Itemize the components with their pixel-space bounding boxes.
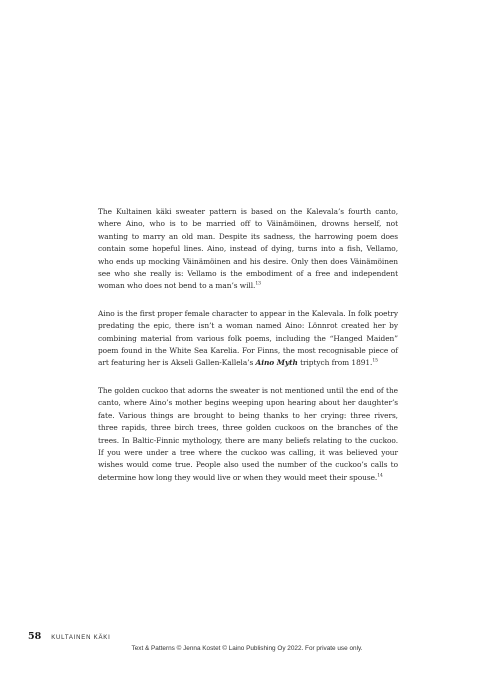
footnote-ref-3: 14 <box>377 473 383 479</box>
body-text <box>98 206 398 499</box>
paragraph-2 <box>98 308 398 370</box>
paragraph-1-text: The Kultainen käki sweater pattern is based on the Kalevala’s fourth canto, where Aino, who is to be married off to Väinämöinen, drowns herself, not wanting to marry an old man. Despite its sadness, the harrowing poem does contain some hopeful lines. Aino, instead of dying, turns into a fish, Vellamo, who ends up mocking Väinämöinen and his desire. Only then does Väinämöinen see who she really is: Vellamo is the embodiment of a free and independent woman who does not bend to a man’s will. <box>98 207 398 291</box>
paragraph-2-text-end: triptych from 1891. <box>297 358 373 368</box>
page-number: 58 <box>28 631 42 642</box>
footnote-ref-2: 15 <box>372 359 378 364</box>
running-head: KULTAINEN KÄKI <box>51 635 111 641</box>
paragraph-2-text: Aino is the first proper female character to appear in the Kalevala. In folk poetry predating the epic, there isn’t a woman named Aino: Lönnrot created her by combining material from various folk poems, including the “Hanged Maiden” poem found in the White Sea Karelia. For Finns, the most recognisable piece of art featuring her is Akseli Gallen-Kallela’s <box>98 308 398 368</box>
artwork-title: Aino Myth <box>255 358 298 368</box>
paragraph-3 <box>98 385 398 484</box>
paragraph-1 <box>98 206 398 293</box>
copyright-notice: Text & Patterns © Jenna Kostet © Laino Publishing Oy 2022. For private use only. <box>131 645 363 652</box>
page-footer <box>28 631 111 642</box>
paragraph-3-text: The golden cuckoo that adorns the sweater is not mentioned until the end of the canto, where Aino’s mother begins weeping upon hearing about her daughter’s fate. Various things are brought to being thanks to her crying: three rivers, three rapids, three birch trees, three golden cuckoos on the branches of the trees. In Baltic-Finnic mythology, there are many beliefs relating to the cuckoo. If you were under a tree where the cuckoo was calling, it was believed your wishes would come true. People also used the number of the cuckoo’s calls to determine how long they would live or when they would meet their spouse. <box>98 385 398 482</box>
footnote-ref-1: 13 <box>255 281 261 287</box>
